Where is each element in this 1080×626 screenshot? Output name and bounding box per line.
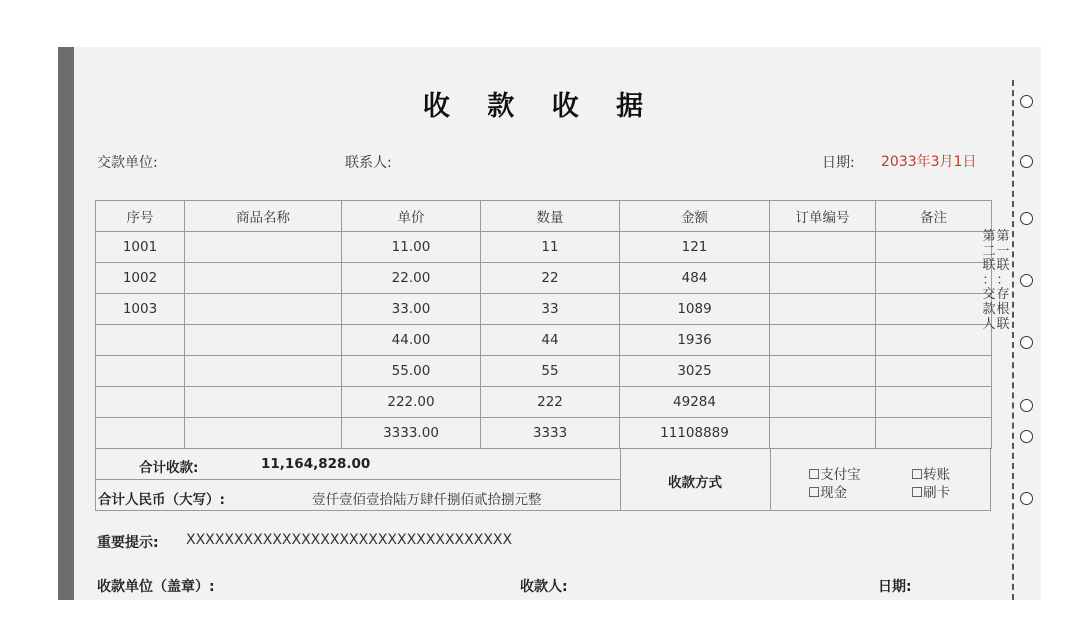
table-cell [770, 232, 876, 263]
table-row [96, 356, 992, 387]
column-header: 商品名称 [185, 201, 342, 232]
table-cell: 55 [481, 356, 620, 387]
note-char: 联 [996, 316, 1010, 332]
notice-label: 重要提示: [97, 535, 159, 551]
table-cell [770, 356, 876, 387]
table-cell [876, 387, 992, 418]
table-cell [185, 325, 342, 356]
table-row [96, 294, 992, 325]
table-cell [185, 387, 342, 418]
table-row [96, 418, 992, 449]
table-cell [770, 263, 876, 294]
total-value: 11,164,828.00 [261, 456, 371, 472]
date-value: 2033年3月1日 [881, 154, 977, 170]
note-char: 交 [982, 287, 996, 303]
contact-label: 联系人: [345, 155, 392, 171]
footer-date-label: 日期: [878, 579, 912, 595]
table-cell [185, 294, 342, 325]
punch-hole [1020, 336, 1033, 349]
table-cell: 1936 [620, 325, 770, 356]
table-cell: 11108889 [620, 418, 770, 449]
note-char: 联 [982, 258, 996, 274]
table-cell [96, 387, 185, 418]
table-cell: 121 [620, 232, 770, 263]
table-row [96, 232, 992, 263]
table-cell: 1003 [96, 294, 185, 325]
table-cell: 49284 [620, 387, 770, 418]
note-char: 根 [996, 301, 1010, 317]
table-cell: 3333.00 [342, 418, 481, 449]
table-cell [770, 418, 876, 449]
punch-hole [1020, 274, 1033, 287]
note-char: ： [982, 272, 996, 288]
option-card-checkbox[interactable]: ☐刷卡 [911, 485, 951, 501]
note-char: 存 [996, 287, 1010, 303]
table-cell: 3025 [620, 356, 770, 387]
footer-receiver-label: 收款人: [520, 579, 568, 595]
date-label: 日期: [822, 155, 855, 171]
table-row [96, 263, 992, 294]
table-cell [185, 356, 342, 387]
table-cell: 33.00 [342, 294, 481, 325]
summary-totals [96, 448, 621, 511]
table-row [96, 387, 992, 418]
total-row [96, 448, 620, 480]
table-cell [96, 418, 185, 449]
note-char: 第 [996, 229, 1010, 244]
payment-label: 收款方式 [668, 475, 722, 491]
total-label: 合计收款: [139, 460, 199, 476]
table-cell: 222 [481, 387, 620, 418]
column-header: 数量 [481, 201, 620, 232]
table-cell: 222.00 [342, 387, 481, 418]
summary-block [95, 448, 991, 511]
column-header: 序号 [96, 201, 185, 232]
table-cell [96, 325, 185, 356]
table-cell [876, 263, 992, 294]
items-table [95, 200, 992, 449]
note-char: 一 [996, 243, 1010, 259]
payer-label: 交款单位: [97, 155, 158, 171]
table-cell: 1002 [96, 263, 185, 294]
table-row [96, 325, 992, 356]
table-cell: 1089 [620, 294, 770, 325]
table-cell: 11 [481, 232, 620, 263]
copy-note-left [982, 230, 996, 332]
table-cell: 11.00 [342, 232, 481, 263]
footer-unit-label: 收款单位（盖章）: [97, 579, 215, 595]
table-cell: 22 [481, 263, 620, 294]
table-cell: 3333 [481, 418, 620, 449]
binding-strip [58, 47, 74, 600]
column-header: 备注 [876, 201, 992, 232]
table-cell: 1001 [96, 232, 185, 263]
option-transfer-checkbox[interactable]: ☐转账 [911, 467, 951, 483]
punch-hole [1020, 212, 1033, 225]
table-cell [876, 232, 992, 263]
rmb-value: 壹仟壹佰壹拾陆万肆仟捌佰贰拾捌元整 [312, 492, 542, 508]
note-char: ： [996, 272, 1010, 288]
note-char: 联 [996, 258, 1010, 274]
option-alipay-checkbox[interactable]: ☐支付宝 [808, 467, 861, 483]
receipt-title: 收 款 收 据 [422, 91, 658, 122]
table-cell [185, 232, 342, 263]
option-cash-checkbox[interactable]: ☐现金 [808, 485, 848, 501]
copy-note-right [996, 230, 1010, 332]
column-header: 单价 [342, 201, 481, 232]
rmb-label: 合计人民币（大写）: [98, 492, 225, 508]
note-char: 第 [982, 229, 996, 244]
table-cell: 55.00 [342, 356, 481, 387]
table-cell [876, 294, 992, 325]
table-cell: 33 [481, 294, 620, 325]
table-cell: 44 [481, 325, 620, 356]
table-cell: 484 [620, 263, 770, 294]
table-cell [185, 418, 342, 449]
note-char: 二 [982, 243, 996, 259]
table-cell [770, 387, 876, 418]
note-char: 款 [982, 301, 996, 317]
table-cell [96, 356, 185, 387]
table-cell: 44.00 [342, 325, 481, 356]
table-cell [770, 294, 876, 325]
punch-hole [1020, 155, 1033, 168]
notice-value: XXXXXXXXXXXXXXXXXXXXXXXXXXXXXXXXXX [186, 532, 513, 548]
punch-hole [1020, 399, 1033, 412]
table-cell [876, 356, 992, 387]
note-char: 人 [982, 316, 996, 332]
punch-hole [1020, 492, 1033, 505]
table-cell: 22.00 [342, 263, 481, 294]
table-header-row [96, 201, 992, 232]
payment-method-cell [620, 448, 771, 511]
column-header: 金额 [620, 201, 770, 232]
table-cell [876, 418, 992, 449]
column-header: 订单编号 [770, 201, 876, 232]
table-cell [185, 263, 342, 294]
punch-hole [1020, 430, 1033, 443]
perforation-line [1012, 80, 1014, 600]
table-cell [876, 325, 992, 356]
table-cell [770, 325, 876, 356]
